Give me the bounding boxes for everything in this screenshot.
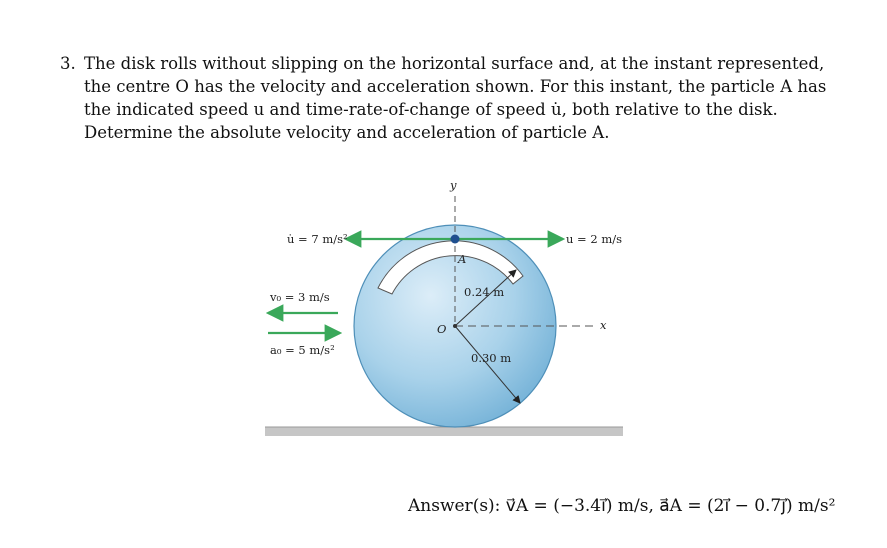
u-label: u = 2 m/s [566,232,623,246]
ground-surface [265,427,623,436]
center-o [453,324,457,328]
outer-radius-label: 0.30 m [471,351,512,365]
inner-radius-label: 0.24 m [464,285,505,299]
answer-line: Answer(s): v⃗A = (−3.4i⃗) m/s, a⃗A = (2i⃗ − 0.7j⃗) m/s² [408,496,836,516]
o-label: O [437,322,447,336]
particle-a [451,235,460,244]
udot-label: u̇ = 7 m/s² [287,232,348,246]
problem-number: 3. [60,54,76,73]
problem-text: The disk rolls without slipping on the horizontal surface and, at the instant represented, the centre O has the velocity and acceleration shown. For this instant, the particle A has the indicated speed u and time-rate-of-change of speed u̇, both relative to the disk. Determine the absolute velocity and acceleration of particle A. [84,54,827,142]
y-axis-label: y [450,178,457,192]
v0-label: v₀ = 3 m/s [270,290,330,304]
a-label: A [458,252,467,266]
a0-label: a₀ = 5 m/s² [270,343,335,357]
x-axis-label: x [600,318,607,332]
